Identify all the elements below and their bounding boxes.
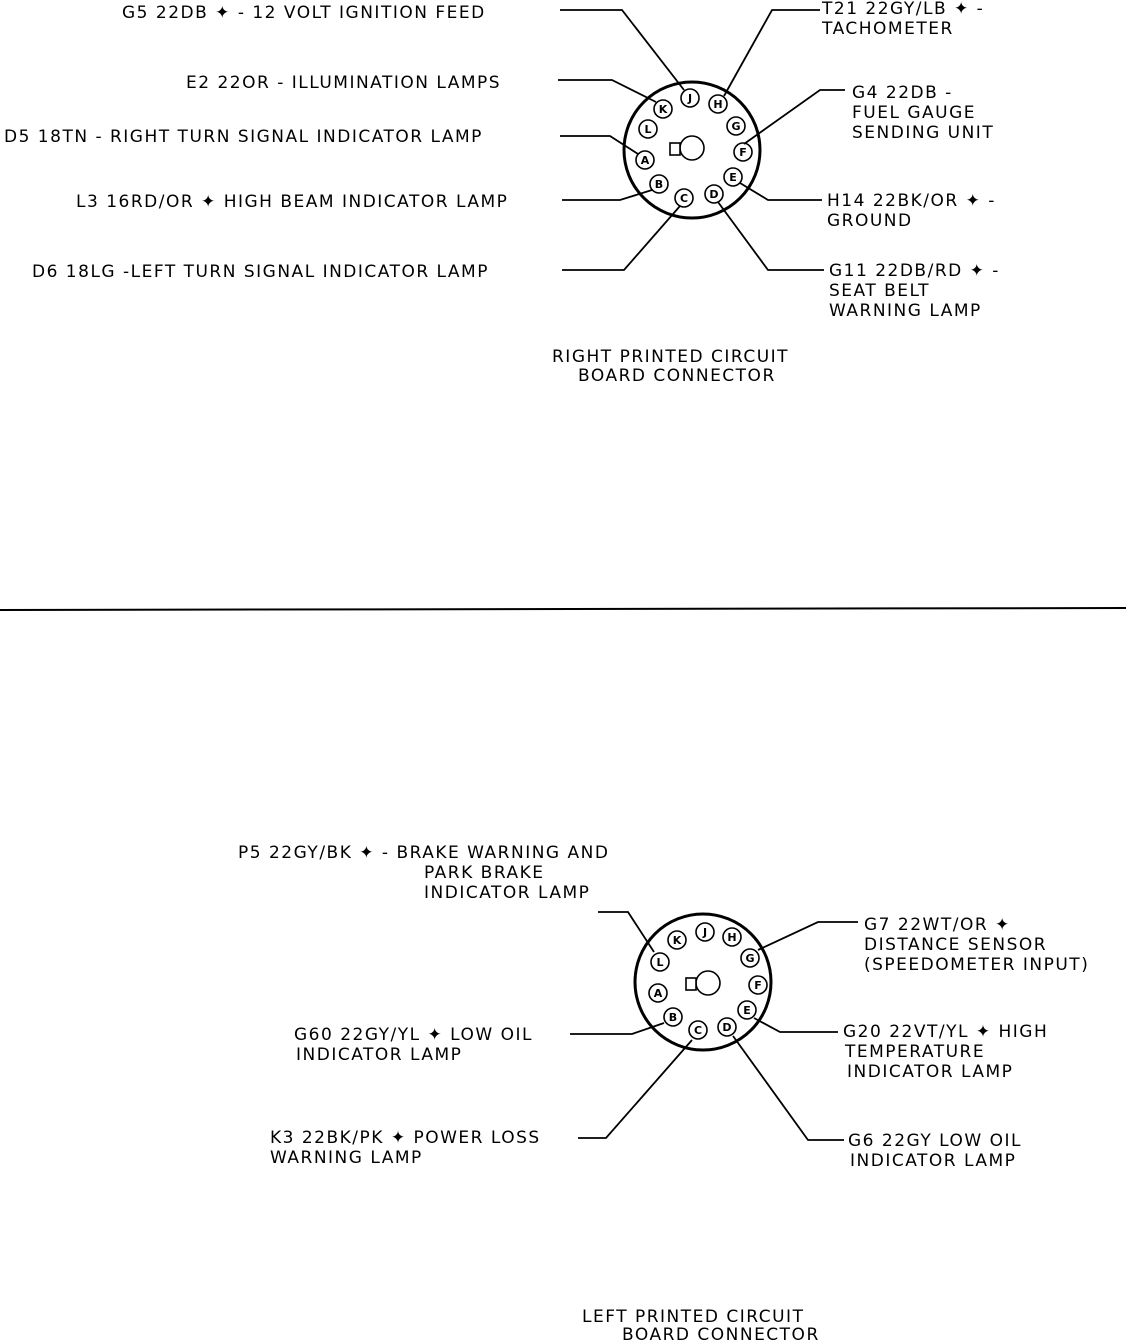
right-pin-b <box>650 175 668 193</box>
leader-t21 <box>724 10 820 96</box>
leader-e2 <box>558 80 656 102</box>
svg-text:D: D <box>709 188 719 201</box>
left-pin-c <box>689 1021 707 1039</box>
svg-text:L: L <box>644 123 652 136</box>
right-pin-a <box>636 151 654 169</box>
label-t21: T21 22GY/LB ✦ - TACHOMETER <box>822 0 985 39</box>
label-d5: D5 18TN - RIGHT TURN SIGNAL INDICATOR LAMP <box>4 127 483 147</box>
svg-text:H: H <box>727 931 737 944</box>
label-p5: P5 22GY/BK ✦ - BRAKE WARNING AND PARK BRAKE INDICATOR LAMP <box>238 843 610 903</box>
right-connector-key-icon <box>680 136 704 160</box>
label-g5: G5 22DB ✦ - 12 VOLT IGNITION FEED <box>122 3 486 23</box>
label-g20: G20 22VT/YL ✦ HIGH TEMPERATURE INDICATOR LAMP <box>843 1022 1049 1082</box>
left-pin-f <box>749 976 767 994</box>
leader-g6 <box>733 1036 844 1140</box>
svg-text:J: J <box>702 926 708 939</box>
svg-text:E: E <box>743 1004 751 1017</box>
label-g4: G4 22DB - FUEL GAUGE SENDING UNIT <box>852 83 995 143</box>
svg-text:A: A <box>653 987 663 1000</box>
label-g7: G7 22WT/OR ✦ DISTANCE SENSOR (SPEEDOMETER INPUT) <box>864 915 1090 975</box>
label-h14: H14 22BK/OR ✦ - GROUND <box>827 191 996 231</box>
svg-text:C: C <box>693 1024 703 1037</box>
right-pin-c <box>675 189 693 207</box>
right-pin-g <box>727 117 745 135</box>
right-pin-e <box>724 168 742 186</box>
right-connector-title: RIGHT PRINTED CIRCUIT BOARD CONNECTOR <box>552 347 790 386</box>
label-k3: K3 22BK/PK ✦ POWER LOSS WARNING LAMP <box>270 1128 541 1168</box>
left-connector <box>238 843 1089 1342</box>
leader-g5 <box>560 10 684 90</box>
label-d6: D6 18LG -LEFT TURN SIGNAL INDICATOR LAMP <box>32 262 489 282</box>
label-e2: E2 22OR - ILLUMINATION LAMPS <box>186 73 502 93</box>
svg-text:G: G <box>745 952 755 965</box>
left-pin-d <box>718 1018 736 1036</box>
leader-g20 <box>754 1018 838 1032</box>
section-divider <box>0 608 1126 610</box>
right-connector <box>4 0 1007 386</box>
left-pin-j <box>696 923 714 941</box>
right-pin-d <box>705 185 723 203</box>
label-g11: G11 22DB/RD ✦ - SEAT BELT WARNING LAMP <box>829 261 1000 321</box>
svg-text:F: F <box>754 979 762 992</box>
leader-h14 <box>740 183 822 200</box>
right-pin-l <box>639 120 657 138</box>
svg-text:F: F <box>739 146 747 159</box>
left-connector-key-icon <box>696 971 720 995</box>
label-g60: G60 22GY/YL ✦ LOW OIL INDICATOR LAMP <box>294 1025 534 1065</box>
leader-k3 <box>578 1040 692 1138</box>
left-pin-g <box>741 949 759 967</box>
svg-text:B: B <box>654 178 664 191</box>
label-l3: L3 16RD/OR ✦ HIGH BEAM INDICATOR LAMP <box>76 192 509 212</box>
left-connector-title: LEFT PRINTED CIRCUIT BOARD CONNECTOR <box>582 1307 820 1342</box>
svg-text:H: H <box>713 98 723 111</box>
right-pin-f <box>734 143 752 161</box>
svg-text:E: E <box>729 171 737 184</box>
right-pin-h <box>709 95 727 113</box>
left-pin-a <box>649 984 667 1002</box>
right-pin-j <box>681 89 699 107</box>
left-pin-k <box>668 931 686 949</box>
svg-text:K: K <box>672 934 682 947</box>
leader-d6 <box>562 206 680 270</box>
svg-text:D: D <box>722 1021 732 1034</box>
left-pin-l <box>651 953 669 971</box>
left-pin-e <box>738 1001 756 1019</box>
svg-text:C: C <box>679 192 689 205</box>
svg-text:A: A <box>640 154 650 167</box>
svg-text:L: L <box>656 956 664 969</box>
svg-text:G: G <box>731 120 741 133</box>
svg-text:J: J <box>687 92 693 105</box>
right-pin-k <box>654 100 672 118</box>
left-pin-b <box>664 1008 682 1026</box>
svg-text:K: K <box>658 103 668 116</box>
label-g6: G6 22GY LOW OIL INDICATOR LAMP <box>848 1131 1022 1171</box>
leader-g7 <box>758 922 858 950</box>
leader-g11 <box>718 202 824 270</box>
svg-text:B: B <box>668 1011 678 1024</box>
left-pin-h <box>723 928 741 946</box>
